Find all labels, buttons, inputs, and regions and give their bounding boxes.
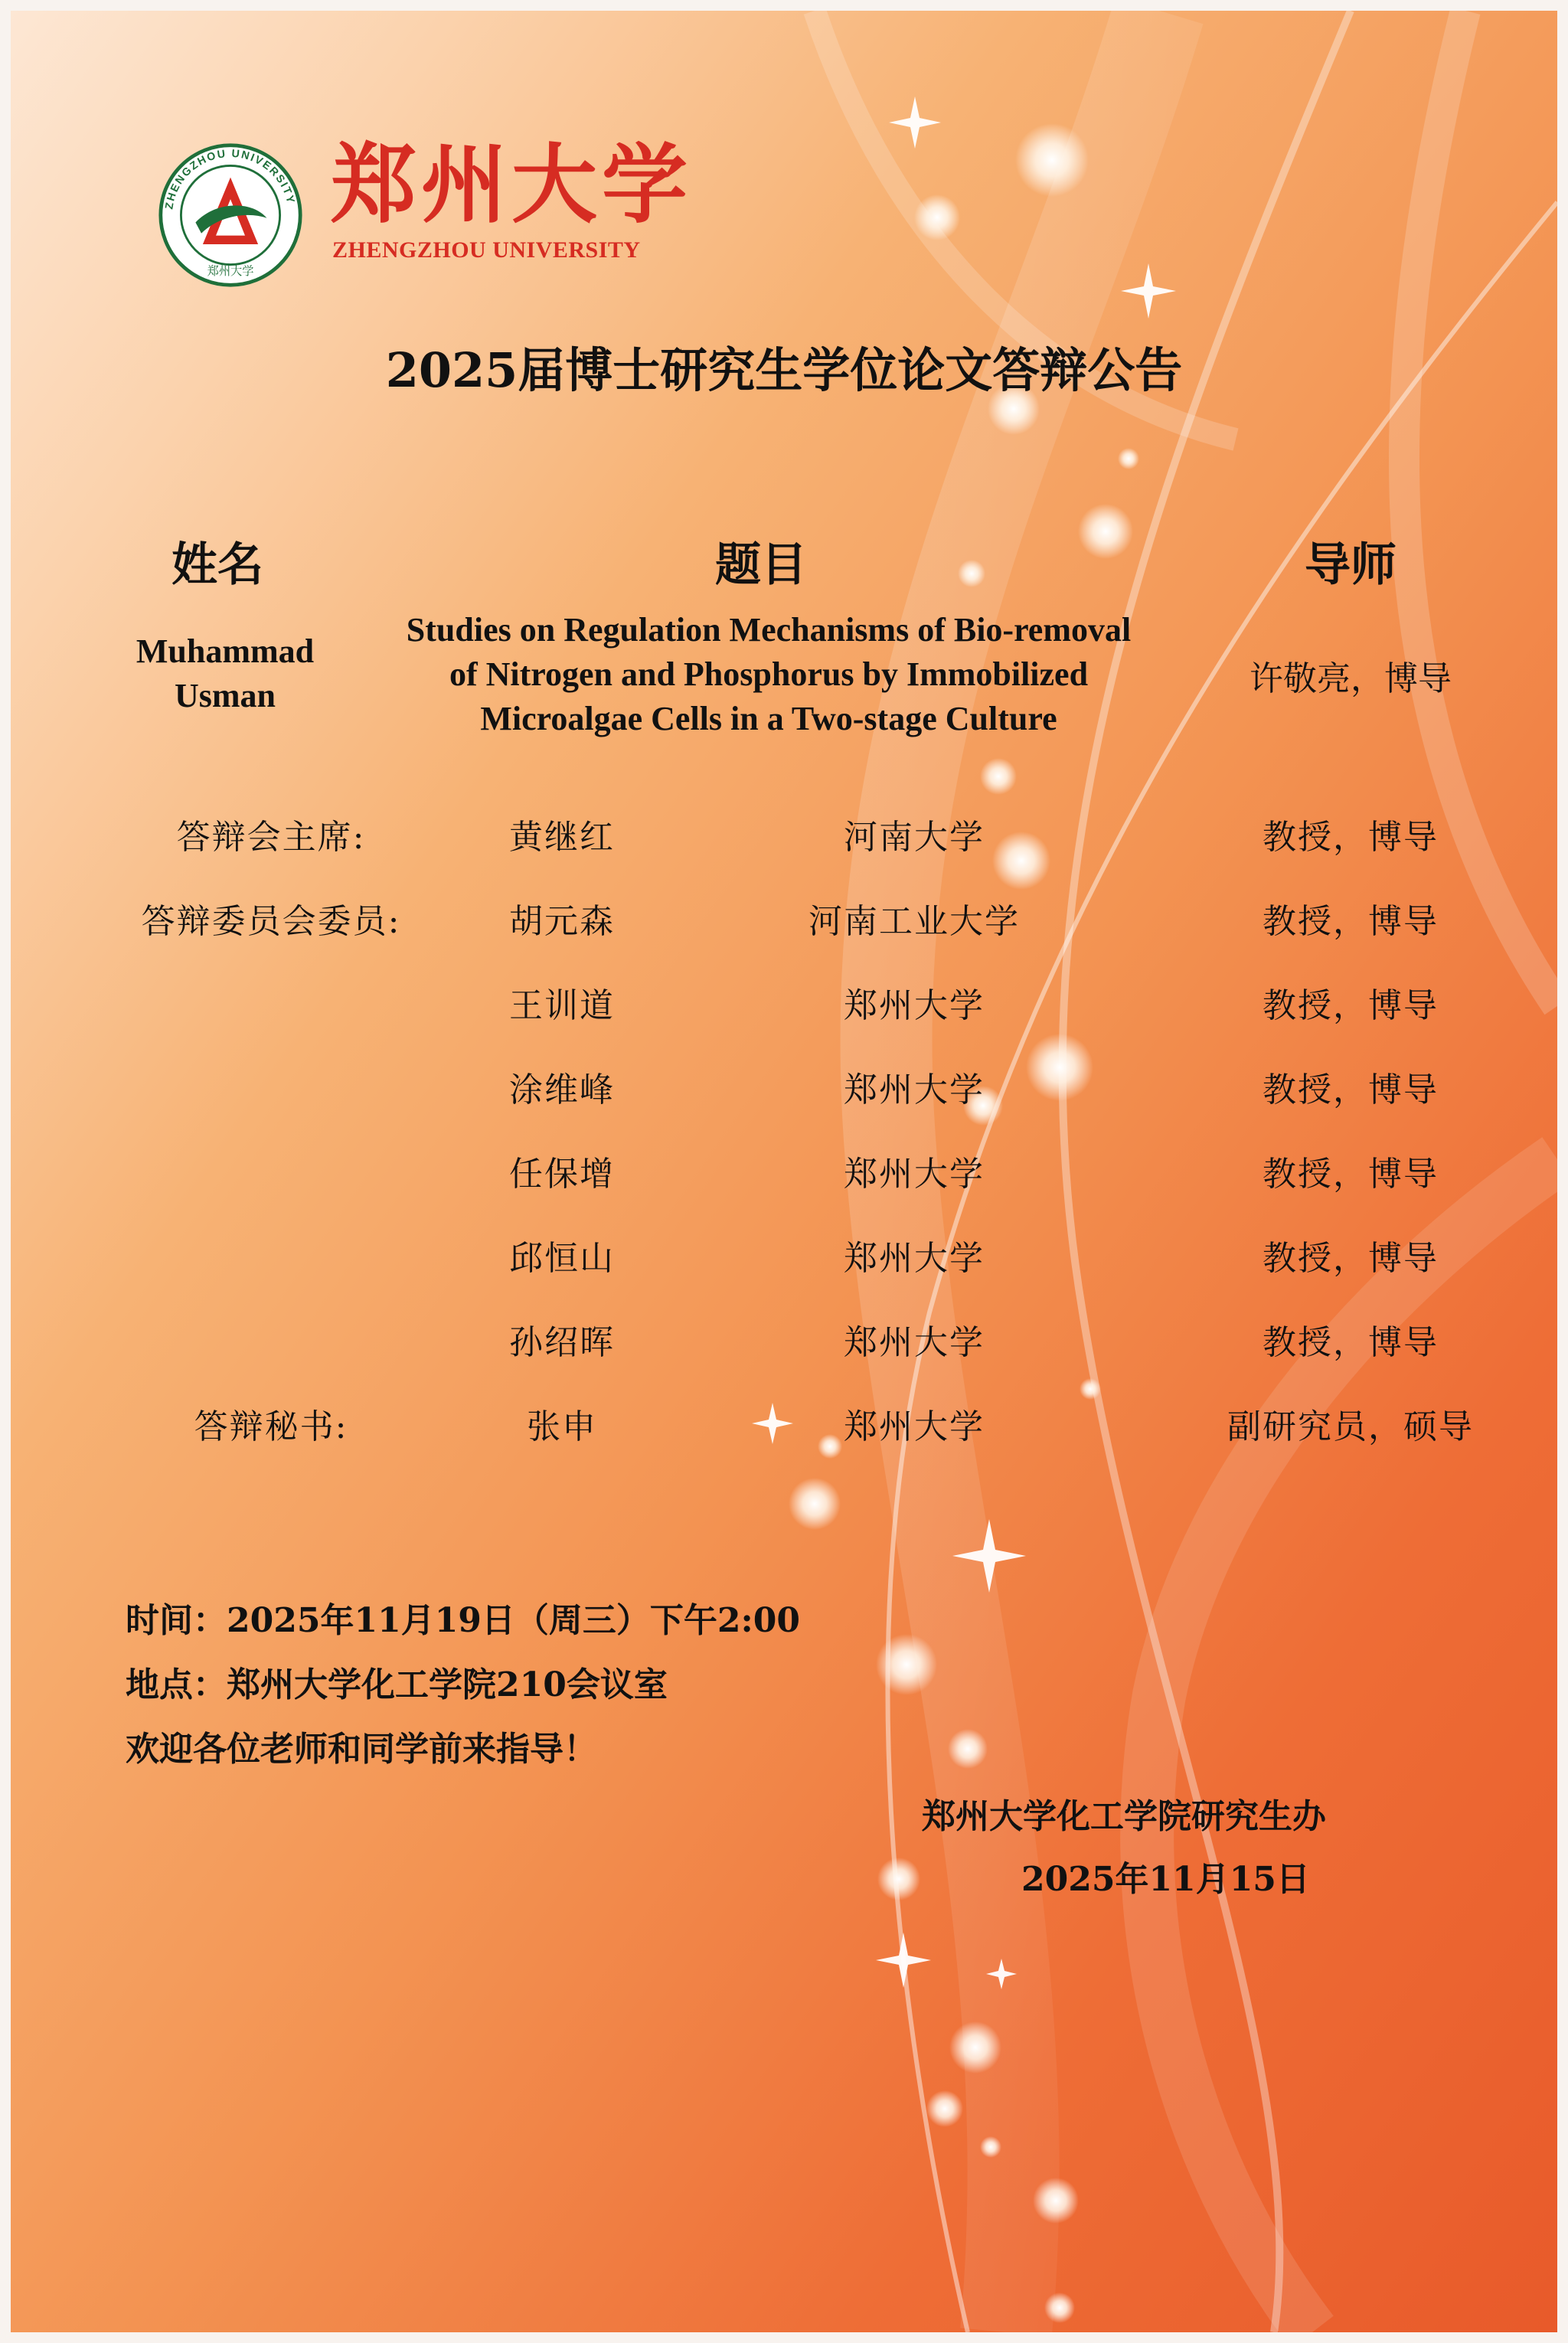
thesis-topic-line: Studies on Regulation Mechanisms of Bio-removal (406, 611, 1132, 649)
committee-member-title: 副研究员，硕导 (1227, 1407, 1474, 1446)
page-title: 2025届博士研究生学位论文答辩公告 (385, 342, 1183, 398)
committee-row (11, 899, 1557, 983)
committee-row (11, 1320, 1557, 1404)
committee-member-name: 邱恒山 (509, 1239, 615, 1278)
candidate-name-line: Muhammad (136, 632, 315, 670)
committee-member-unit: 郑州大学 (844, 1407, 985, 1446)
committee-role: 答辩委员会委员: (141, 902, 401, 941)
committee-member-name: 王训道 (509, 986, 615, 1025)
candidate-name (110, 629, 340, 718)
column-header-name: 姓名 (172, 538, 263, 592)
candidate-name-line: Usman (174, 677, 276, 714)
committee-member-name: 任保增 (509, 1155, 615, 1194)
welcome-note: 欢迎各位老师和同学前来指导！ (126, 1730, 597, 1769)
committee-list (11, 815, 1557, 1488)
issuing-office: 郑州大学化工学院研究生办 (922, 1797, 1326, 1836)
university-name-cn: 郑州大学 (331, 135, 692, 235)
announcement-poster (11, 11, 1557, 2332)
committee-row (11, 1067, 1557, 1152)
committee-member-title: 教授，博导 (1263, 1070, 1439, 1109)
committee-member-title: 教授，博导 (1263, 1323, 1439, 1362)
seal-inner-text: 郑州大学 (207, 263, 254, 278)
committee-row (11, 1152, 1557, 1236)
committee-member-name: 黄继红 (509, 818, 615, 857)
thesis-topic-line: Microalgae Cells in a Two-stage Culture (480, 700, 1057, 737)
committee-member-unit: 郑州大学 (844, 1323, 985, 1362)
thesis-topic-line: of Nitrogen and Phosphorus by Immobilized (449, 655, 1089, 693)
column-header-advisor: 导师 (1305, 538, 1396, 592)
column-header-topic: 题目 (715, 538, 807, 592)
committee-member-unit: 郑州大学 (844, 986, 985, 1025)
committee-member-name: 张申 (527, 1407, 597, 1446)
committee-member-name: 涂维峰 (509, 1070, 615, 1109)
committee-row (11, 983, 1557, 1067)
defense-time: 时间：2025年11月19日（周三）下午2:00 (126, 1601, 801, 1640)
committee-role: 答辩会主席: (176, 818, 366, 857)
committee-row (11, 1236, 1557, 1320)
committee-member-unit: 河南大学 (844, 818, 985, 857)
committee-member-title: 教授，博导 (1263, 986, 1439, 1025)
committee-member-unit: 郑州大学 (844, 1155, 985, 1194)
committee-member-name: 孙绍晖 (509, 1323, 615, 1362)
committee-member-title: 教授，博导 (1263, 1155, 1439, 1194)
committee-row (11, 815, 1557, 899)
committee-member-title: 教授，博导 (1263, 1239, 1439, 1278)
committee-member-title: 教授，博导 (1263, 818, 1439, 857)
candidate-advisor: 许敬亮，博导 (1250, 659, 1452, 698)
issue-date: 2025年11月15日 (1021, 1860, 1310, 1899)
university-name-en: ZHENGZHOU UNIVERSITY (332, 237, 641, 263)
committee-row (11, 1404, 1557, 1488)
committee-member-unit: 郑州大学 (844, 1239, 985, 1278)
committee-member-name: 胡元森 (509, 902, 615, 941)
thesis-topic (348, 608, 1190, 741)
seal-ring-text: ZHENGZHOU UNIVERSITY (163, 147, 297, 211)
committee-member-unit: 郑州大学 (844, 1070, 985, 1109)
committee-member-title: 教授，博导 (1263, 902, 1439, 941)
defense-location: 地点：郑州大学化工学院210会议室 (126, 1665, 668, 1704)
university-seal-logo (158, 142, 303, 288)
committee-member-unit: 河南工业大学 (808, 902, 1020, 941)
committee-role: 答辩秘书: (194, 1407, 348, 1446)
